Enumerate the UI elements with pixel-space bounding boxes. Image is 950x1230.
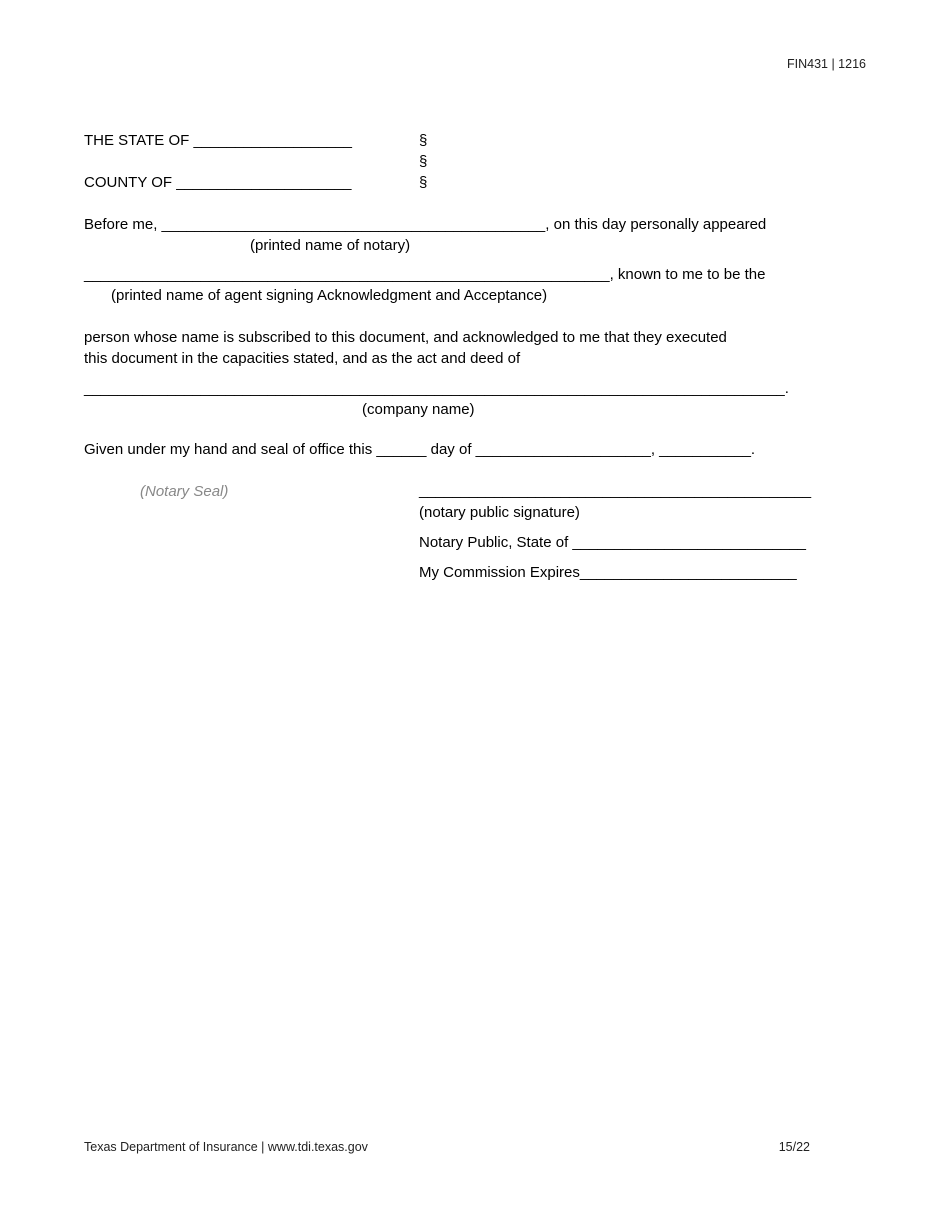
statement-line-1: person whose name is subscribed to this document, and acknowledged to me that they executed bbox=[84, 329, 727, 346]
notary-name-caption: (printed name of notary) bbox=[250, 237, 411, 254]
section-mark: § bbox=[419, 174, 428, 191]
company-name-line: ____________________________________________________________________________________. bbox=[84, 380, 789, 397]
notary-signature-line: _______________________________________________ bbox=[419, 482, 812, 499]
commission-expires-line: My Commission Expires__________________________ bbox=[419, 564, 797, 581]
given-under-hand-line: Given under my hand and seal of office this ______ day of _____________________, ___________. bbox=[84, 441, 756, 458]
notary-signature-caption: (notary public signature) bbox=[419, 504, 580, 521]
statement-line-2: this document in the capacities stated, and as the act and deed of bbox=[84, 350, 521, 367]
agent-name-caption: (printed name of agent signing Acknowledgment and Acceptance) bbox=[111, 287, 548, 304]
form-id: FIN431 | 1216 bbox=[787, 57, 866, 71]
notary-name-line: Before me, ______________________________________________, on this day personally appeared bbox=[84, 216, 767, 233]
notary-seal-label: (Notary Seal) bbox=[140, 483, 229, 500]
section-mark: § bbox=[419, 153, 428, 170]
county-of-field: COUNTY OF _____________________ bbox=[84, 174, 352, 191]
section-mark: § bbox=[419, 132, 428, 149]
agent-name-line: _______________________________________________________________, known to me to be the bbox=[84, 266, 766, 283]
company-name-caption: (company name) bbox=[362, 401, 475, 418]
state-of-field: THE STATE OF ___________________ bbox=[84, 132, 352, 149]
page-number: 15/22 bbox=[778, 1140, 810, 1154]
notary-public-state-line: Notary Public, State of ____________________________ bbox=[419, 534, 806, 551]
footer-org: Texas Department of Insurance | www.tdi.texas.gov bbox=[84, 1140, 368, 1154]
